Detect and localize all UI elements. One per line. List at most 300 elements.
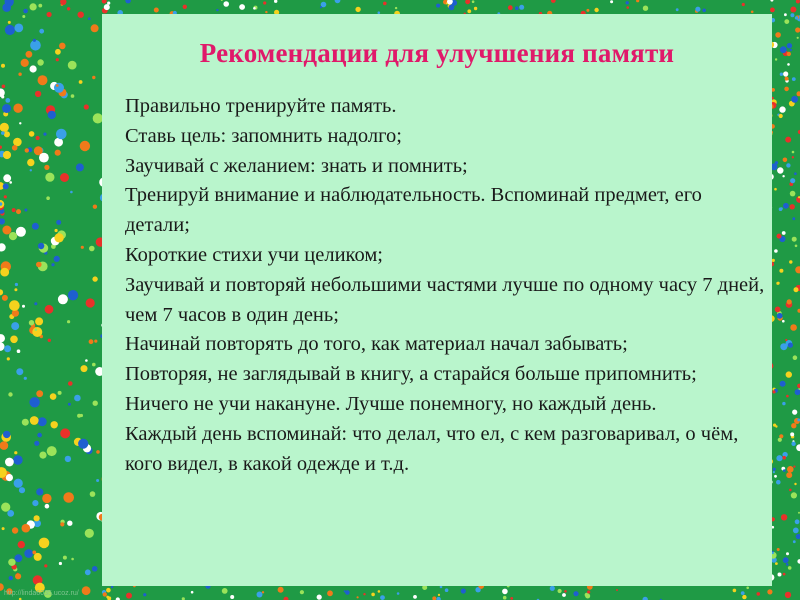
confetti-dot [772, 259, 775, 262]
confetti-dot [9, 576, 13, 580]
confetti-dot [239, 4, 245, 10]
confetti-dot [71, 94, 75, 98]
confetti-dot [782, 456, 786, 460]
tip-item: Повторяя, не заглядывай в книгу, а старайся больше припомнить; [125, 363, 697, 386]
confetti-dot [5, 98, 10, 103]
confetti-dot [4, 345, 11, 352]
confetti-dot [1, 131, 5, 135]
tips-list [125, 92, 765, 479]
confetti-dot [76, 163, 84, 171]
tip-item: Короткие стихи учи целиком; [125, 243, 383, 266]
confetti-dot [70, 191, 73, 194]
confetti-dot [63, 492, 74, 503]
confetti-dot [80, 141, 90, 151]
confetti-dot [790, 7, 796, 13]
confetti-dot [380, 595, 385, 600]
confetti-dot [794, 287, 799, 292]
confetti-dot [67, 521, 72, 526]
confetti-dot [775, 562, 778, 565]
confetti-dot [154, 8, 159, 13]
confetti-dot [461, 588, 466, 593]
confetti-dot [96, 450, 100, 454]
confetti-dot [791, 442, 795, 446]
confetti-dot [56, 220, 61, 225]
confetti-dot [780, 46, 787, 53]
confetti-dot [16, 209, 21, 214]
confetti-dot [36, 488, 43, 495]
confetti-dot [792, 151, 795, 154]
confetti-dot [22, 419, 29, 426]
tip-item: Тренируй внимание и наблюдательность. Вспоминай предмет, его детали; [125, 184, 702, 237]
confetti-dot [56, 58, 59, 61]
confetti-dot [103, 592, 107, 596]
confetti-dot [17, 349, 21, 353]
confetti-dot [345, 590, 350, 595]
confetti-dot [58, 294, 68, 304]
confetti-dot [15, 573, 21, 579]
confetti-dot [395, 7, 397, 9]
confetti-dot [23, 9, 28, 14]
confetti-dot [790, 13, 794, 17]
confetti-dot [15, 283, 18, 286]
confetti-dot [775, 32, 781, 38]
confetti-dot [9, 300, 20, 311]
confetti-dot [695, 7, 700, 12]
confetti-dot [777, 282, 780, 285]
confetti-dot [67, 7, 70, 10]
confetti-dot [733, 589, 737, 593]
confetti-dot [797, 37, 799, 39]
tip-item: Правильно тренируйте память. [125, 95, 397, 117]
confetti-dot [222, 588, 228, 594]
confetti-dot [784, 19, 789, 24]
confetti-dot [626, 1, 629, 4]
confetti-dot [278, 587, 284, 593]
confetti-dot [772, 390, 775, 393]
confetti-dot [47, 446, 57, 456]
confetti-dot [22, 15, 25, 18]
confetti-dot [86, 298, 95, 307]
confetti-dot [32, 327, 42, 337]
confetti-dot [789, 489, 792, 492]
confetti-dot [63, 556, 67, 560]
confetti-dot [770, 7, 775, 12]
confetti-dot [126, 593, 132, 599]
confetti-dot [35, 328, 38, 331]
confetti-dot [89, 339, 94, 344]
confetti-dot [3, 431, 10, 438]
confetti-dot [781, 514, 787, 520]
confetti-dot [92, 363, 96, 367]
confetti-dot [355, 7, 360, 12]
confetti-dot [784, 87, 789, 92]
confetti-dot [29, 3, 36, 10]
confetti-dot [265, 11, 267, 13]
confetti-dot [36, 136, 40, 140]
confetti-dot [791, 423, 796, 428]
confetti-dot [4, 131, 10, 137]
confetti-dot [71, 558, 74, 561]
confetti-dot [397, 592, 400, 595]
confetti-dot [79, 80, 83, 84]
confetti-dot [793, 528, 799, 534]
confetti-dot [38, 4, 42, 8]
confetti-dot [779, 106, 785, 112]
confetti-dot [39, 538, 50, 549]
confetti-dot [773, 468, 776, 471]
confetti-dot [784, 13, 787, 16]
confetti-dot [26, 51, 33, 58]
confetti-dot [38, 75, 48, 85]
confetti-dot [0, 334, 5, 342]
confetti-dot [320, 6, 322, 8]
confetti-dot [74, 395, 81, 402]
confetti-dot [68, 403, 71, 406]
confetti-dot [787, 299, 792, 304]
confetti-dot [55, 229, 58, 232]
confetti-dot [257, 592, 263, 598]
confetti-dot [643, 6, 648, 11]
confetti-dot [88, 17, 91, 20]
confetti-dot [787, 63, 790, 66]
confetti-dot [790, 178, 795, 183]
confetti-dot [445, 588, 449, 592]
confetti-dot [55, 150, 61, 156]
confetti-dot [93, 205, 97, 209]
confetti-dot [790, 191, 796, 197]
confetti-dot [786, 395, 789, 398]
confetti-dot [787, 466, 794, 473]
confetti-dot [793, 355, 798, 360]
confetti-dot [792, 217, 795, 220]
confetti-dot [467, 9, 471, 13]
confetti-dot [78, 12, 84, 18]
confetti-dot [43, 133, 46, 136]
confetti-dot [4, 195, 7, 198]
confetti-dot [787, 52, 791, 56]
confetti-dot [786, 563, 789, 566]
confetti-dot [780, 73, 783, 76]
confetti-dot [779, 269, 783, 273]
tip-item: Ставь цель: запомнить надолго; [125, 124, 402, 147]
confetti-dot [89, 246, 95, 252]
confetti-dot [12, 145, 18, 151]
confetti-dot [786, 472, 792, 478]
confetti-dot [216, 9, 218, 11]
confetti-dot [5, 458, 14, 467]
slide-title: Рекомендации для улучшения памяти [199, 38, 675, 68]
confetti-dot [0, 342, 5, 351]
confetti-dot [793, 466, 795, 468]
confetti-dot [777, 167, 783, 173]
confetti-dot [327, 590, 333, 596]
confetti-dot [48, 111, 56, 119]
confetti-dot [383, 2, 387, 6]
confetti-dot [702, 9, 706, 13]
confetti-dot [616, 589, 618, 591]
confetti-dot [30, 416, 39, 425]
confetti-dot [742, 595, 746, 599]
confetti-dot [797, 91, 800, 96]
confetti-dot [18, 73, 21, 76]
confetti-dot [1, 503, 10, 512]
confetti-dot [378, 590, 381, 593]
confetti-dot [183, 5, 187, 9]
confetti-dot [81, 365, 88, 372]
confetti-dot [767, 589, 772, 594]
confetti-dot [8, 21, 11, 24]
confetti-dot [92, 276, 97, 281]
confetti-dot [0, 268, 9, 277]
confetti-dot [510, 597, 513, 600]
confetti-dot [102, 0, 107, 4]
confetti-dot [783, 203, 789, 209]
tip-item: Ничего не учи накануне. Лучше понемногу, но каждый день. [125, 392, 657, 415]
confetti-dot [2, 104, 11, 113]
confetti-dot [775, 307, 781, 313]
confetti-dot [772, 552, 774, 554]
confetti-dot [7, 510, 14, 517]
confetti-dot [741, 591, 745, 595]
confetti-dot [34, 441, 39, 446]
confetti-dot [796, 444, 800, 451]
confetti-dot [25, 148, 29, 152]
confetti-dot [3, 174, 11, 182]
confetti-dot [503, 596, 507, 600]
confetti-dot [37, 433, 42, 438]
confetti-dot [508, 5, 513, 10]
confetti-dot [751, 11, 754, 14]
confetti-dot [50, 393, 57, 400]
confetti-dot [449, 5, 455, 11]
confetti-dot [81, 246, 84, 249]
confetti-dot [676, 8, 679, 11]
confetti-dot [12, 208, 16, 212]
confetti-dot [274, 0, 277, 3]
watermark: http://linda6035.ucoz.ru/ [4, 590, 79, 597]
confetti-dot [38, 417, 47, 426]
confetti-dot [413, 595, 417, 599]
confetti-dot [777, 234, 782, 239]
confetti-dot [775, 161, 778, 164]
confetti-dot [610, 0, 613, 3]
confetti-dot [558, 589, 562, 593]
confetti-dot [54, 233, 63, 242]
confetti-dot [67, 320, 70, 323]
confetti-dot [10, 336, 18, 344]
confetti-dot [27, 159, 34, 166]
confetti-dot [84, 104, 89, 109]
confetti-dot [32, 223, 39, 230]
confetti-dot [22, 524, 31, 533]
confetti-dot [775, 425, 777, 427]
confetti-dot [636, 0, 639, 2]
confetti-dot [45, 173, 54, 182]
confetti-dot [24, 209, 27, 212]
confetti-dot [0, 243, 6, 251]
confetti-dot [80, 414, 83, 417]
confetti-dot [782, 231, 786, 235]
confetti-dot [794, 483, 796, 485]
confetti-dot [48, 339, 51, 342]
confetti-dot [502, 589, 508, 595]
confetti-dot [51, 263, 54, 266]
confetti-dot [5, 25, 15, 35]
confetti-dot [14, 451, 17, 454]
confetti-dot [300, 590, 304, 594]
confetti-dot [777, 313, 783, 319]
confetti-dot [85, 529, 94, 538]
confetti-dot [60, 173, 69, 182]
confetti-dot [6, 474, 13, 481]
confetti-dot [34, 515, 40, 521]
confetti-dot [3, 183, 9, 189]
confetti-dot [12, 527, 18, 533]
confetti-dot [18, 541, 25, 548]
confetti-dot [7, 357, 10, 360]
confetti-dot [68, 61, 77, 70]
confetti-dot [36, 262, 42, 268]
confetti-dot [785, 137, 791, 143]
confetti-dot [82, 586, 91, 595]
confetti-dot [742, 3, 745, 6]
confetti-dot [796, 0, 800, 3]
confetti-dot [0, 123, 9, 132]
confetti-dot [795, 266, 800, 273]
confetti-dot [791, 96, 798, 103]
confetti-dot [60, 522, 64, 526]
confetti-dot [85, 569, 91, 575]
confetti-dot [34, 302, 37, 305]
confetti-dot [0, 289, 3, 295]
confetti-dot [792, 77, 796, 81]
confetti-dot [790, 204, 795, 209]
confetti-dot [29, 131, 35, 137]
confetti-dot [45, 305, 54, 314]
confetti-dot [54, 256, 60, 262]
confetti-dot [774, 475, 777, 478]
confetti-dot [790, 49, 792, 51]
confetti-dot [29, 65, 36, 72]
confetti-dot [550, 586, 555, 591]
confetti-dot [795, 389, 800, 395]
confetti-dot [786, 163, 790, 167]
confetti-dot [13, 104, 22, 113]
confetti-dot [58, 391, 62, 395]
confetti-dot [56, 84, 59, 87]
confetti-dot [783, 557, 789, 563]
confetti-dot [2, 85, 6, 89]
confetti-dot [783, 71, 788, 76]
confetti-dot [30, 40, 41, 51]
confetti-dot [317, 595, 322, 600]
confetti-dot [564, 590, 567, 593]
confetti-dot [795, 519, 800, 524]
confetti-dot [14, 288, 17, 291]
confetti-dot [39, 452, 46, 459]
confetti-dot [788, 566, 792, 570]
confetti-dot [230, 595, 234, 599]
confetti-dot [19, 122, 21, 124]
confetti-dot [14, 24, 23, 33]
confetti-dot [515, 6, 519, 10]
confetti-dot [33, 39, 36, 42]
confetti-dot [0, 218, 5, 224]
confetti-dot [790, 324, 797, 331]
confetti-dot [795, 16, 798, 19]
confetti-dot [45, 504, 50, 509]
confetti-dot [775, 58, 777, 60]
confetti-dot [794, 172, 797, 175]
confetti-dot [253, 7, 256, 10]
confetti-dot [32, 500, 38, 506]
confetti-dot [54, 83, 64, 93]
confetti-dot [92, 76, 95, 79]
confetti-dot [223, 1, 229, 7]
confetti-dot [779, 114, 783, 118]
confetti-dot [47, 12, 52, 17]
confetti-dot [35, 317, 43, 325]
confetti-dot [29, 397, 39, 407]
confetti-dot [795, 27, 800, 32]
confetti-dot [792, 156, 794, 158]
confetti-dot [93, 401, 98, 406]
confetti-dot [39, 153, 49, 163]
confetti-dot [783, 469, 786, 472]
confetti-dot [2, 3, 11, 12]
confetti-dot [793, 540, 796, 543]
confetti-dot [0, 146, 2, 149]
confetti-dot [789, 260, 792, 263]
confetti-dot [436, 4, 440, 8]
confetti-dot [587, 590, 590, 593]
confetti-dot [778, 573, 782, 577]
confetti-dot [78, 439, 88, 449]
confetti-dot [778, 438, 782, 442]
tip-item: Начинай повторять до того, как материал начал забывать; [125, 333, 628, 356]
confetti-dot [2, 527, 5, 530]
confetti-dot [782, 320, 785, 323]
confetti-dot [59, 43, 66, 50]
confetti-dot [2, 226, 11, 235]
confetti-dot [782, 175, 784, 177]
confetti-dot [1, 95, 4, 98]
confetti-dot [34, 553, 42, 561]
confetti-dot [774, 188, 777, 191]
tip-item: Заучивай и повторяй небольшими частями лучше по одному часу 7 дней, чем 7 часов в один день; [125, 273, 765, 326]
confetti-dot [776, 455, 782, 461]
confetti-dot [790, 432, 794, 436]
confetti-dot [788, 343, 793, 348]
confetti-dot [85, 359, 88, 362]
confetti-dot [68, 381, 73, 386]
confetti-dot [60, 428, 70, 438]
confetti-dot [438, 594, 440, 596]
confetti-dot [11, 322, 19, 330]
confetti-dot [24, 549, 33, 558]
confetti-dot [13, 455, 23, 465]
confetti-dot [363, 593, 365, 595]
confetti-dot [432, 596, 436, 600]
confetti-dot [111, 586, 113, 588]
tip-item: Каждый день вспоминай: что делал, что ел, с кем разговаривал, о чём, кого видел, в какой одежде и т.д. [125, 422, 739, 475]
confetti-dot [371, 593, 375, 597]
confetti-dot [780, 343, 787, 350]
confetti-dot [35, 91, 41, 97]
confetti-dot [14, 479, 23, 488]
confetti-dot [474, 7, 477, 10]
confetti-dot [59, 562, 62, 565]
